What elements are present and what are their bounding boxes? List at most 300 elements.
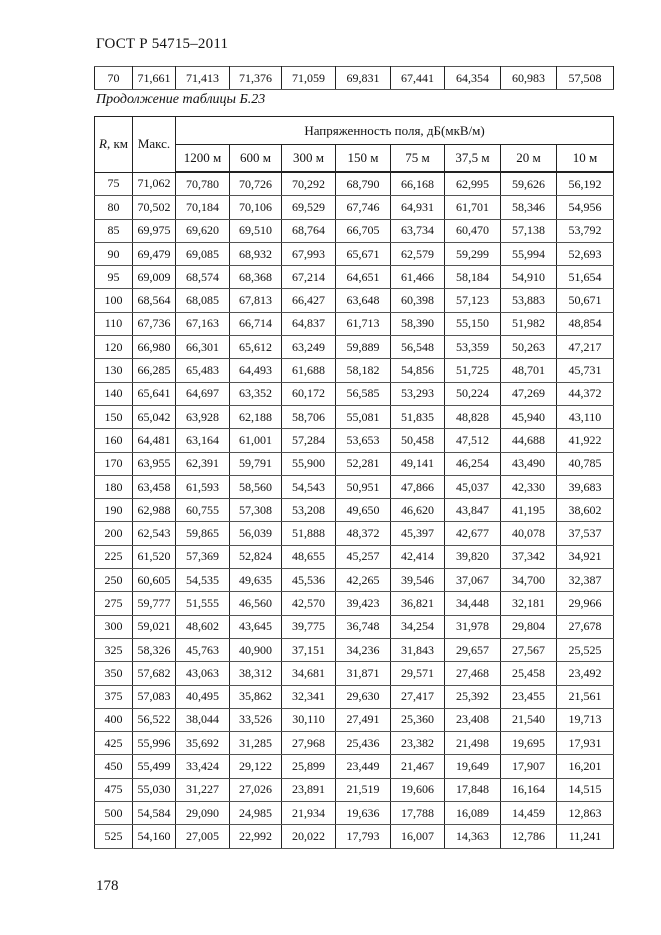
distance-cell: 110: [95, 312, 133, 335]
distance-cell: 250: [95, 569, 133, 592]
table-row: [95, 638, 614, 661]
table-cell: 34,448: [445, 592, 501, 615]
table-cell: 44,372: [557, 382, 614, 405]
table-row: [95, 219, 614, 242]
table-cell: 63,928: [176, 405, 230, 428]
table-cell: 56,522: [133, 708, 176, 731]
table-cell: 70,184: [176, 196, 230, 219]
distance-cell: 150: [95, 405, 133, 428]
distance-cell: 275: [95, 592, 133, 615]
table-cell: 65,641: [133, 382, 176, 405]
table-cell: 62,995: [445, 172, 501, 196]
table-cell: 34,921: [557, 545, 614, 568]
table-cell: 48,372: [336, 522, 391, 545]
column-header-height: 37,5 м: [445, 145, 501, 173]
table-cell: 29,571: [391, 662, 445, 685]
table-cell: 67,163: [176, 312, 230, 335]
column-header-height: 20 м: [501, 145, 557, 173]
table-row: [95, 289, 614, 312]
table-cell: 31,843: [391, 638, 445, 661]
table-cell: 55,900: [282, 452, 336, 475]
table-cell: 48,854: [557, 312, 614, 335]
table-cell: 70: [95, 67, 133, 90]
table-cell: 45,536: [282, 569, 336, 592]
table-cell: 59,791: [230, 452, 282, 475]
table-cell: 64,697: [176, 382, 230, 405]
distance-cell: 90: [95, 242, 133, 265]
table-cell: 51,982: [501, 312, 557, 335]
table-cell: 66,285: [133, 359, 176, 382]
distance-cell: 130: [95, 359, 133, 382]
table-cell: 41,195: [501, 499, 557, 522]
table-cell: 63,458: [133, 475, 176, 498]
distance-cell: 200: [95, 522, 133, 545]
table-cell: 59,865: [176, 522, 230, 545]
table-row: [95, 685, 614, 708]
table-cell: 47,512: [445, 429, 501, 452]
table-cell: 37,151: [282, 638, 336, 661]
table-cell: 45,763: [176, 638, 230, 661]
table-cell: 56,585: [336, 382, 391, 405]
table-cell: 17,907: [501, 755, 557, 778]
table-cell: 66,980: [133, 336, 176, 359]
distance-cell: 190: [95, 499, 133, 522]
table-row: [95, 475, 614, 498]
document-header: ГОСТ Р 54715–2011: [96, 36, 229, 52]
table-cell: 16,089: [445, 802, 501, 825]
table-cell: 23,449: [336, 755, 391, 778]
continuation-row-table: [94, 66, 614, 90]
table-cell: 66,427: [282, 289, 336, 312]
table-caption: Продолжение таблицы Б.23: [96, 92, 266, 107]
table-cell: 20,022: [282, 825, 336, 848]
table-cell: 57,284: [282, 429, 336, 452]
table-cell: 29,630: [336, 685, 391, 708]
table-cell: 34,236: [336, 638, 391, 661]
distance-cell: 80: [95, 196, 133, 219]
table-cell: 61,593: [176, 475, 230, 498]
table-cell: 62,543: [133, 522, 176, 545]
table-cell: 50,671: [557, 289, 614, 312]
table-cell: 70,106: [230, 196, 282, 219]
table-cell: 51,555: [176, 592, 230, 615]
table-cell: 51,835: [391, 405, 445, 428]
table-cell: 39,820: [445, 545, 501, 568]
table-cell: 67,736: [133, 312, 176, 335]
distance-cell: 160: [95, 429, 133, 452]
table-cell: 59,021: [133, 615, 176, 638]
table-cell: 61,701: [445, 196, 501, 219]
table-cell: 69,085: [176, 242, 230, 265]
table-cell: 53,359: [445, 336, 501, 359]
table-cell: 27,026: [230, 778, 282, 801]
table-cell: 65,483: [176, 359, 230, 382]
distance-cell: 140: [95, 382, 133, 405]
table-cell: 54,160: [133, 825, 176, 848]
table-cell: 67,441: [391, 67, 445, 90]
table-cell: 37,537: [557, 522, 614, 545]
table-cell: 40,900: [230, 638, 282, 661]
table-cell: 60,398: [391, 289, 445, 312]
table-cell: 23,492: [557, 662, 614, 685]
table-cell: 17,793: [336, 825, 391, 848]
table-cell: 43,490: [501, 452, 557, 475]
table-cell: 61,688: [282, 359, 336, 382]
table-cell: 25,899: [282, 755, 336, 778]
table-row: [95, 778, 614, 801]
distance-cell: 120: [95, 336, 133, 359]
table-cell: 57,138: [501, 219, 557, 242]
distance-cell: 425: [95, 732, 133, 755]
table-cell: 19,713: [557, 708, 614, 731]
table-cell: 12,863: [557, 802, 614, 825]
table-cell: 21,934: [282, 802, 336, 825]
table-cell: 34,700: [501, 569, 557, 592]
table-cell: 68,574: [176, 266, 230, 289]
table-cell: 23,382: [391, 732, 445, 755]
table-cell: 14,459: [501, 802, 557, 825]
table-cell: 68,764: [282, 219, 336, 242]
distance-cell: 85: [95, 219, 133, 242]
table-cell: 19,649: [445, 755, 501, 778]
table-cell: 32,387: [557, 569, 614, 592]
table-cell: 70,780: [176, 172, 230, 196]
distance-cell: 100: [95, 289, 133, 312]
table-cell: 19,606: [391, 778, 445, 801]
table-row: [95, 499, 614, 522]
table-cell: 64,354: [445, 67, 501, 90]
table-cell: 48,655: [282, 545, 336, 568]
table-cell: 14,363: [445, 825, 501, 848]
table-cell: 27,567: [501, 638, 557, 661]
distance-cell: 500: [95, 802, 133, 825]
table-cell: 60,605: [133, 569, 176, 592]
table-row: [95, 336, 614, 359]
table-cell: 44,688: [501, 429, 557, 452]
table-cell: 45,037: [445, 475, 501, 498]
table-cell: 69,529: [282, 196, 336, 219]
table-cell: 45,257: [336, 545, 391, 568]
table-cell: 65,612: [230, 336, 282, 359]
table-row: [95, 732, 614, 755]
table-cell: 57,508: [557, 67, 614, 90]
column-header-height: 300 м: [282, 145, 336, 173]
column-header-height: 10 м: [557, 145, 614, 173]
table-cell: 56,039: [230, 522, 282, 545]
table-cell: 25,458: [501, 662, 557, 685]
table-cell: 57,369: [176, 545, 230, 568]
table-cell: 35,692: [176, 732, 230, 755]
table-cell: 50,458: [391, 429, 445, 452]
distance-cell: 350: [95, 662, 133, 685]
table-cell: 16,201: [557, 755, 614, 778]
table-cell: 33,526: [230, 708, 282, 731]
distance-cell: 75: [95, 172, 133, 196]
table-cell: 63,164: [176, 429, 230, 452]
table-cell: 39,683: [557, 475, 614, 498]
table-cell: 16,164: [501, 778, 557, 801]
table-cell: 64,481: [133, 429, 176, 452]
table-cell: 19,695: [501, 732, 557, 755]
table-cell: 60,470: [445, 219, 501, 242]
table-cell: 55,081: [336, 405, 391, 428]
table-cell: 31,227: [176, 778, 230, 801]
table-cell: 47,866: [391, 475, 445, 498]
column-header-height: 150 м: [336, 145, 391, 173]
table-cell: 63,955: [133, 452, 176, 475]
column-header-height: 1200 м: [176, 145, 230, 173]
table-cell: 21,467: [391, 755, 445, 778]
table-cell: 58,184: [445, 266, 501, 289]
table-row: [95, 755, 614, 778]
table-cell: 61,520: [133, 545, 176, 568]
table-row: [95, 405, 614, 428]
table-cell: 53,208: [282, 499, 336, 522]
table-cell: 69,831: [336, 67, 391, 90]
table-cell: 27,468: [445, 662, 501, 685]
table-cell: 57,682: [133, 662, 176, 685]
table-cell: 45,731: [557, 359, 614, 382]
table-cell: 29,122: [230, 755, 282, 778]
table-cell: 21,540: [501, 708, 557, 731]
table-row: [95, 266, 614, 289]
table-cell: 32,341: [282, 685, 336, 708]
table-cell: 39,775: [282, 615, 336, 638]
table-cell: 23,408: [445, 708, 501, 731]
column-header-r: R, км: [95, 117, 133, 173]
table-cell: 43,847: [445, 499, 501, 522]
table-cell: 55,030: [133, 778, 176, 801]
table-cell: 17,931: [557, 732, 614, 755]
table-cell: 59,889: [336, 336, 391, 359]
distance-cell: 300: [95, 615, 133, 638]
table-cell: 53,792: [557, 219, 614, 242]
table-cell: 42,570: [282, 592, 336, 615]
table-cell: 41,922: [557, 429, 614, 452]
table-cell: 70,502: [133, 196, 176, 219]
table-cell: 54,535: [176, 569, 230, 592]
table-cell: 55,994: [501, 242, 557, 265]
table-cell: 56,192: [557, 172, 614, 196]
table-cell: 50,263: [501, 336, 557, 359]
table-cell: 29,090: [176, 802, 230, 825]
table-cell: 67,746: [336, 196, 391, 219]
table-cell: 69,620: [176, 219, 230, 242]
table-cell: 58,182: [336, 359, 391, 382]
table-cell: 65,671: [336, 242, 391, 265]
table-row: [95, 615, 614, 638]
table-body: [95, 172, 614, 848]
distance-cell: 525: [95, 825, 133, 848]
table-cell: 45,940: [501, 405, 557, 428]
distance-cell: 475: [95, 778, 133, 801]
table-cell: 19,636: [336, 802, 391, 825]
table-cell: 69,975: [133, 219, 176, 242]
table-cell: 71,059: [282, 67, 336, 90]
table-cell: 69,510: [230, 219, 282, 242]
table-cell: 54,956: [557, 196, 614, 219]
table-cell: 68,790: [336, 172, 391, 196]
table-row: [95, 382, 614, 405]
table-cell: 71,413: [176, 67, 230, 90]
table-cell: 48,828: [445, 405, 501, 428]
table-cell: 31,871: [336, 662, 391, 685]
table-cell: 54,584: [133, 802, 176, 825]
table-cell: 65,042: [133, 405, 176, 428]
table-cell: 49,635: [230, 569, 282, 592]
table-cell: 42,414: [391, 545, 445, 568]
table-cell: 12,786: [501, 825, 557, 848]
table-cell: 60,983: [501, 67, 557, 90]
table-cell: 42,330: [501, 475, 557, 498]
table-cell: 49,650: [336, 499, 391, 522]
table-cell: 58,390: [391, 312, 445, 335]
table-cell: 66,705: [336, 219, 391, 242]
table-row: [95, 196, 614, 219]
column-header-height: 75 м: [391, 145, 445, 173]
table-cell: 58,560: [230, 475, 282, 498]
table-cell: 61,466: [391, 266, 445, 289]
table-cell: 14,515: [557, 778, 614, 801]
table-cell: 51,725: [445, 359, 501, 382]
table-cell: 66,301: [176, 336, 230, 359]
table-cell: 46,620: [391, 499, 445, 522]
table-cell: 50,951: [336, 475, 391, 498]
table-cell: 16,007: [391, 825, 445, 848]
table-cell: 40,495: [176, 685, 230, 708]
distance-cell: 95: [95, 266, 133, 289]
table-cell: 63,352: [230, 382, 282, 405]
table-cell: 60,755: [176, 499, 230, 522]
table-cell: 22,992: [230, 825, 282, 848]
table-cell: 53,653: [336, 429, 391, 452]
table-cell: 68,085: [176, 289, 230, 312]
table-cell: 11,241: [557, 825, 614, 848]
table-cell: 63,648: [336, 289, 391, 312]
table-cell: 68,564: [133, 289, 176, 312]
table-row: [95, 592, 614, 615]
table-cell: 25,360: [391, 708, 445, 731]
table-row: [95, 67, 614, 90]
table-cell: 29,657: [445, 638, 501, 661]
table-cell: 62,391: [176, 452, 230, 475]
table-cell: 52,281: [336, 452, 391, 475]
field-strength-table: [94, 116, 614, 849]
table-cell: 43,645: [230, 615, 282, 638]
table-row: [95, 569, 614, 592]
table-row: [95, 452, 614, 475]
table-row: [95, 312, 614, 335]
table-cell: 46,560: [230, 592, 282, 615]
table-cell: 66,714: [230, 312, 282, 335]
table-cell: 68,932: [230, 242, 282, 265]
table-cell: 61,713: [336, 312, 391, 335]
table-cell: 37,067: [445, 569, 501, 592]
table-cell: 58,346: [501, 196, 557, 219]
table-cell: 21,561: [557, 685, 614, 708]
table-cell: 38,312: [230, 662, 282, 685]
table-cell: 47,217: [557, 336, 614, 359]
table-cell: 21,519: [336, 778, 391, 801]
table-cell: 29,966: [557, 592, 614, 615]
table-cell: 58,706: [282, 405, 336, 428]
table-cell: 60,172: [282, 382, 336, 405]
table-cell: 36,748: [336, 615, 391, 638]
distance-cell: 180: [95, 475, 133, 498]
table-cell: 42,265: [336, 569, 391, 592]
table-cell: 36,821: [391, 592, 445, 615]
table-cell: 43,063: [176, 662, 230, 685]
table-cell: 67,813: [230, 289, 282, 312]
table-cell: 38,602: [557, 499, 614, 522]
table-cell: 23,891: [282, 778, 336, 801]
table-cell: 30,110: [282, 708, 336, 731]
table-cell: 63,249: [282, 336, 336, 359]
table-cell: 68,368: [230, 266, 282, 289]
table-cell: 55,150: [445, 312, 501, 335]
table-cell: 49,141: [391, 452, 445, 475]
table-cell: 61,001: [230, 429, 282, 452]
table-row: [95, 545, 614, 568]
table-cell: 38,044: [176, 708, 230, 731]
table-cell: 62,579: [391, 242, 445, 265]
table-cell: 63,734: [391, 219, 445, 242]
table-cell: 31,285: [230, 732, 282, 755]
table-cell: 57,083: [133, 685, 176, 708]
table-cell: 39,423: [336, 592, 391, 615]
distance-cell: 225: [95, 545, 133, 568]
table-cell: 71,376: [230, 67, 282, 90]
table-cell: 67,214: [282, 266, 336, 289]
table-cell: 53,883: [501, 289, 557, 312]
table-cell: 27,005: [176, 825, 230, 848]
table-cell: 66,168: [391, 172, 445, 196]
distance-cell: 400: [95, 708, 133, 731]
table-cell: 52,824: [230, 545, 282, 568]
table-cell: 24,985: [230, 802, 282, 825]
table-cell: 51,888: [282, 522, 336, 545]
column-header-max: Макс.: [133, 117, 176, 173]
table-cell: 71,661: [133, 67, 176, 90]
table-cell: 64,493: [230, 359, 282, 382]
table-cell: 46,254: [445, 452, 501, 475]
table-cell: 53,293: [391, 382, 445, 405]
table-cell: 47,269: [501, 382, 557, 405]
table-cell: 48,701: [501, 359, 557, 382]
table-cell: 54,910: [501, 266, 557, 289]
table-cell: 42,677: [445, 522, 501, 545]
table-cell: 52,693: [557, 242, 614, 265]
table-cell: 40,078: [501, 522, 557, 545]
table-row: [95, 242, 614, 265]
table-cell: 27,968: [282, 732, 336, 755]
table-cell: 57,308: [230, 499, 282, 522]
table-cell: 59,626: [501, 172, 557, 196]
table-cell: 57,123: [445, 289, 501, 312]
table-cell: 64,837: [282, 312, 336, 335]
table-row: [95, 708, 614, 731]
table-cell: 35,862: [230, 685, 282, 708]
table-cell: 54,543: [282, 475, 336, 498]
table-cell: 25,525: [557, 638, 614, 661]
table-cell: 27,417: [391, 685, 445, 708]
table-cell: 70,726: [230, 172, 282, 196]
table-row: [95, 359, 614, 382]
table-cell: 56,548: [391, 336, 445, 359]
table-cell: 31,978: [445, 615, 501, 638]
table-cell: 48,602: [176, 615, 230, 638]
table-cell: 29,804: [501, 615, 557, 638]
